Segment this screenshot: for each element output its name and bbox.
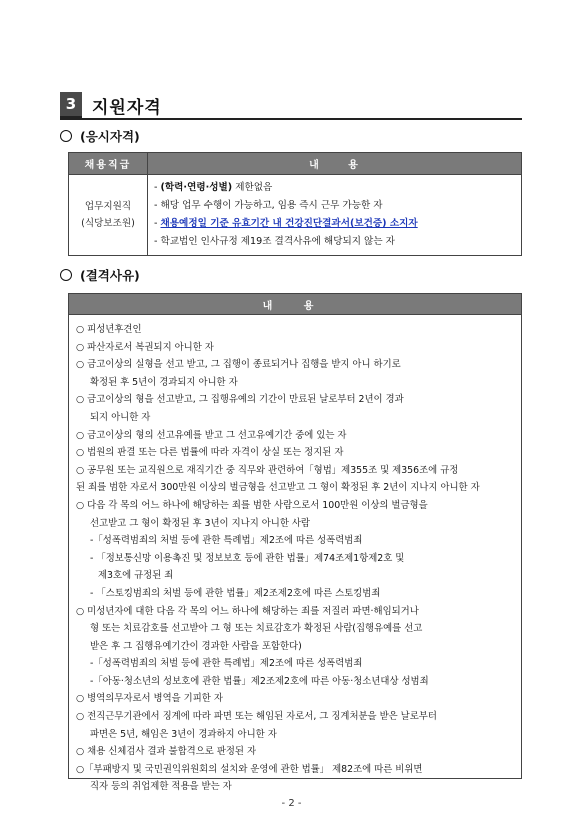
qualifications-header-row bbox=[69, 153, 522, 175]
requirement-text: 제한없음 bbox=[232, 182, 273, 193]
header-job-grade: 채용직급 bbox=[69, 153, 148, 175]
disqualification-line: ○ 미성년자에 대한 다음 각 목의 어느 하나에 해당하는 죄를 저질러 파면·해임되거나 bbox=[76, 605, 419, 617]
disqualifications-table bbox=[68, 293, 522, 793]
qualifications-table bbox=[68, 152, 522, 256]
header-content: 내 용 bbox=[148, 153, 522, 175]
requirement-item bbox=[154, 215, 515, 233]
job-title: 업무지원직 bbox=[84, 201, 132, 212]
circle-bullet-icon bbox=[60, 269, 72, 281]
disqualification-line: ○ 채용 신체검사 결과 불합격으로 판정된 자 bbox=[76, 746, 257, 758]
disqualifications-header: 내 용 bbox=[69, 294, 521, 315]
dash-bullet: - bbox=[154, 200, 161, 211]
qualifications-row bbox=[69, 175, 522, 256]
disqualification-line: ○ 공무원 또는 교직원으로 재직기간 중 직무와 관련하여「형법」제355조 및 제356조에 규정 bbox=[76, 464, 459, 476]
health-certificate-link[interactable]: 채용예정일 기준 유효기간 내 건강진단결과서(보건증) 소지자 bbox=[160, 218, 418, 229]
page-number: - 2 - bbox=[281, 798, 302, 809]
disqualifications-heading bbox=[60, 266, 140, 284]
qualifications-heading-text: (응시자격) bbox=[80, 129, 140, 144]
disqualification-line: ○ 다음 각 목의 어느 하나에 해당하는 죄를 범한 사람으로서 100만원 이상의 벌금형을 bbox=[76, 499, 428, 511]
disqualification-line: 선고받고 그 형이 확정된 후 3년이 지나지 아니한 사람 bbox=[90, 517, 310, 529]
disqualification-line: ○ 피성년후견인 bbox=[76, 324, 142, 335]
requirement-text: 학교법인 인사규정 제19조 결격사유에 해당되지 않는 자 bbox=[160, 236, 395, 247]
requirement-item bbox=[154, 197, 515, 215]
disqualification-line: -「성폭력범죄의 처벌 등에 관한 특례법」제2조에 따른 성폭력범죄 bbox=[90, 658, 363, 670]
job-subtitle: (식당보조원) bbox=[81, 218, 135, 229]
disqualification-line: ○ 병역의무자로서 병역을 기피한 자 bbox=[76, 693, 223, 705]
disqualification-line: ○ 금고이상의 실형을 선고 받고, 그 집행이 종료되거나 집행을 받지 아니 하기로 bbox=[76, 359, 401, 371]
job-grade-cell bbox=[69, 175, 148, 256]
disqualification-line: 되지 아니한 자 bbox=[90, 411, 151, 423]
disqualifications-heading-text: (결격사유) bbox=[80, 268, 140, 283]
disqualification-line: 받은 후 그 집행유예기간이 경과한 사람을 포함한다) bbox=[90, 640, 302, 652]
dash-bullet: - bbox=[154, 182, 161, 193]
disqualification-line: 제3호에 규정된 죄 bbox=[98, 570, 174, 582]
disqualification-line: 된 죄를 범한 자로서 300만원 이상의 벌금형을 선고받고 그 형이 확정된 후 2년이 지나지 아니한 자 bbox=[76, 482, 480, 494]
dash-bullet: - bbox=[154, 218, 161, 229]
qualifications-heading bbox=[60, 127, 140, 145]
disqualification-line: ○ 법원의 판결 또는 다른 법률에 따라 자격이 상실 또는 정지된 자 bbox=[76, 447, 344, 459]
disqualification-line: ○ 전직근무기관에서 징계에 따라 파면 또는 해임된 자로서, 그 징계처분을 받은 날로부터 bbox=[76, 711, 437, 723]
section-number: 3 bbox=[60, 92, 82, 118]
disqualification-line: ○「부패방지 및 국민권익위원회의 설치와 운영에 관한 법률」 제82조에 따른 비위면 bbox=[76, 763, 423, 775]
disqualification-line: - 「스토킹범죄의 처벌 등에 관한 법률」제2조제2호에 따른 스토킹범죄 bbox=[90, 587, 381, 599]
dash-bullet: - bbox=[154, 236, 161, 247]
section-title: 지원자격 bbox=[92, 97, 162, 118]
disqualifications-list bbox=[69, 315, 521, 796]
disqualification-line: 파면은 5년, 해임은 3년이 경과하지 아니한 자 bbox=[90, 728, 277, 740]
disqualification-line: 형 또는 치료감호를 선고받아 그 형 또는 치료감호가 확정된 사람(집행유예를 선고 bbox=[90, 623, 423, 635]
circle-bullet-icon bbox=[60, 130, 72, 142]
requirement-item bbox=[154, 179, 515, 197]
requirement-item bbox=[154, 233, 515, 251]
section-header bbox=[60, 92, 162, 118]
section-divider bbox=[60, 118, 522, 120]
requirement-text: 해당 업무 수행이 가능하고, 임용 즉시 근무 가능한 자 bbox=[160, 200, 383, 211]
disqualification-line: ○ 파산자로서 복권되지 아니한 자 bbox=[76, 341, 214, 353]
disqualification-line: ○ 금고이상의 형의 선고유예를 받고 그 선고유예기간 중에 있는 자 bbox=[76, 429, 347, 441]
requirement-bold: (학력·연령·성별) bbox=[160, 182, 233, 193]
disqualification-line: -「성폭력범죄의 처벌 등에 관한 특례법」제2조에 따른 성폭력범죄 bbox=[90, 535, 363, 547]
disqualification-line: -「아동·청소년의 성보호에 관한 법률」제2조제2호에 따른 아동·청소년대상 성범죄 bbox=[90, 675, 429, 687]
requirements-cell bbox=[148, 175, 522, 256]
disqualification-line: - 「정보통신망 이용촉진 및 정보보호 등에 관한 법률」제74조제1항제2호 및 bbox=[90, 552, 405, 564]
disqualification-line: ○ 금고이상의 형을 선고받고, 그 집행유예의 기간이 만료된 날로부터 2년이 경과 bbox=[76, 394, 404, 406]
disqualification-line: 직자 등의 취업제한 적용을 받는 자 bbox=[90, 781, 232, 793]
disqualification-line: 확정된 후 5년이 경과되지 아니한 자 bbox=[90, 376, 238, 388]
